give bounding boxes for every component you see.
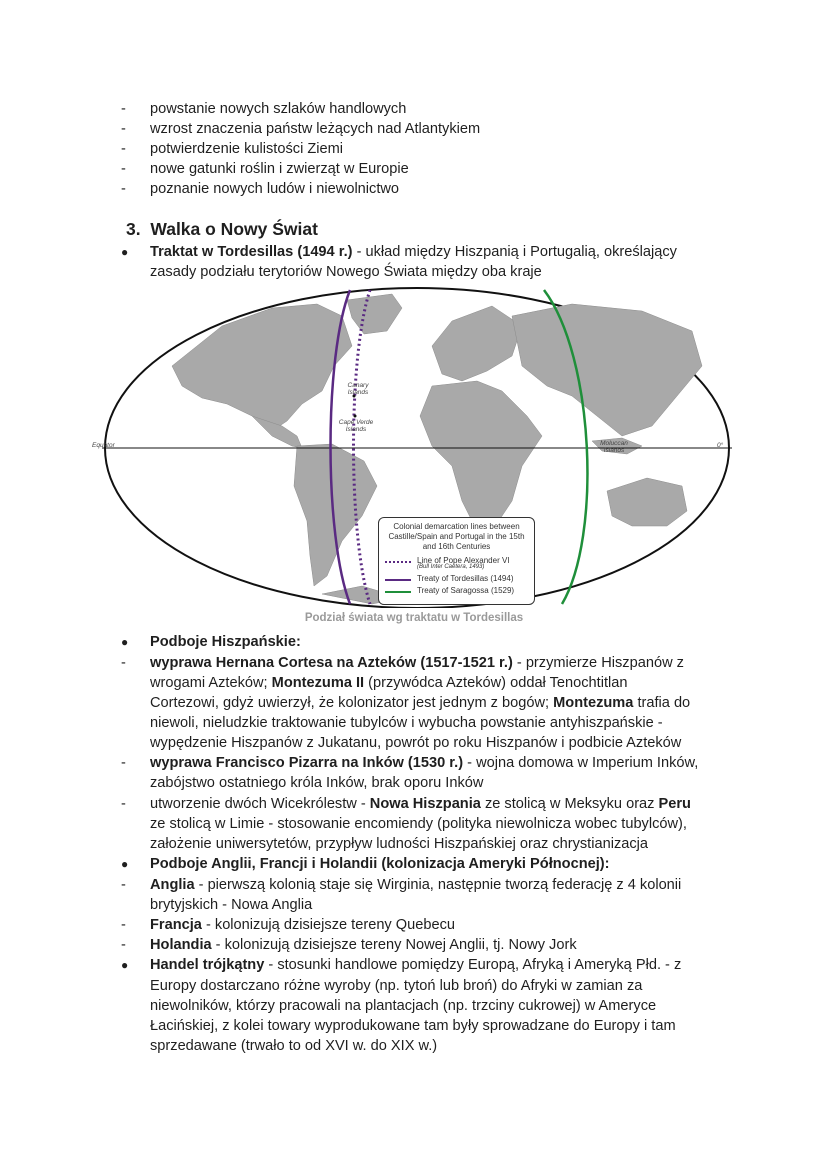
map-caption: Podział świata wg traktatu w Tordesillas — [304, 612, 524, 624]
equator-label: Equator — [92, 442, 115, 449]
legend-row-saragossa: Treaty of Saragossa (1529) — [385, 586, 530, 598]
moluccan-label: Moluccan Islands — [600, 440, 628, 454]
section-heading: 3. Walka o Nowy Świat — [126, 219, 318, 239]
legend-row-pope: Line of Pope Alexander VI — [385, 556, 530, 568]
zero-label: 0° — [717, 442, 724, 449]
cape-verde-label: Cape Verde Islands — [338, 419, 374, 433]
cape-verde-dot — [354, 415, 357, 418]
legend-swatch — [385, 591, 411, 593]
map-legend: Colonial demarcation lines between Castille/Spain and Portugal in the 15th and 16th Centuries Line of Pope Alexander VI (Bull Inter Caetera, 1493) Treaty of Tordesillas (1494) Treaty of Saragossa (1529) — [378, 517, 535, 605]
canary-label: Canary Islands — [347, 382, 369, 396]
legend-swatch — [385, 561, 411, 563]
legend-row-tordesillas: Treaty of Tordesillas (1494) — [385, 574, 530, 586]
legend-swatch — [385, 579, 411, 581]
